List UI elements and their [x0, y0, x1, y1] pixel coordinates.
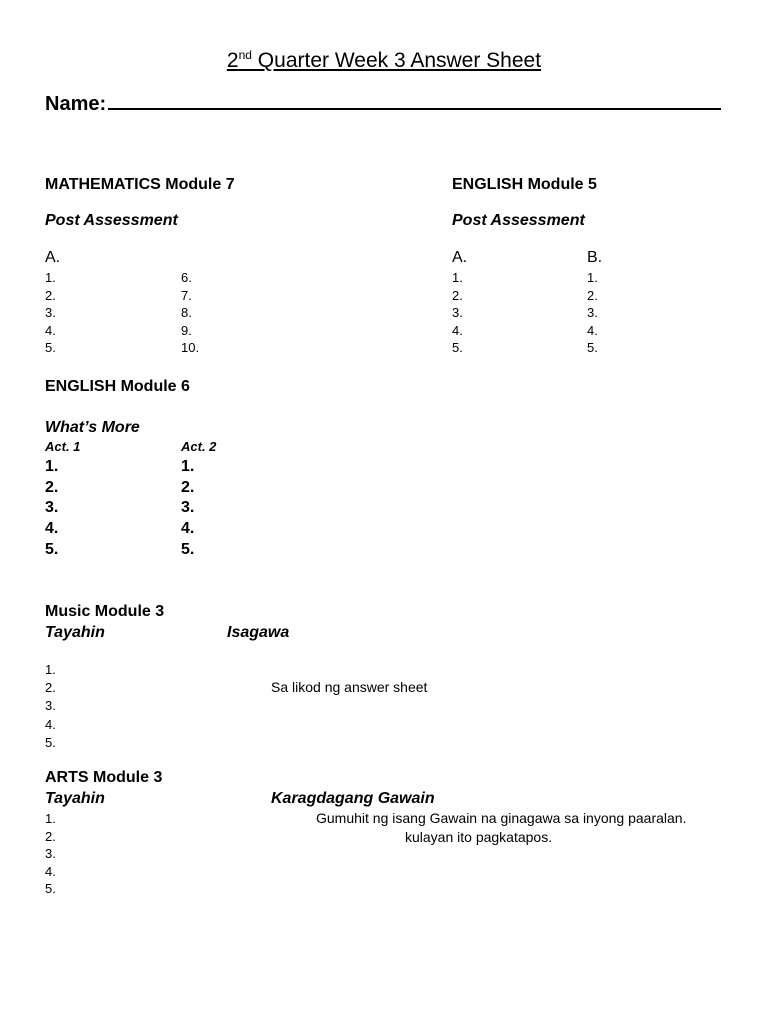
title-rest: Quarter Week 3 Answer Sheet: [251, 49, 542, 72]
english6-act2-label: Act. 2: [181, 439, 217, 454]
name-label: Name:: [45, 93, 107, 115]
arts-note-line1: Gumuhit ng isang Gawain na ginagawa sa inyong paaralan.: [316, 810, 687, 826]
music-tayahin-label: Tayahin: [45, 624, 105, 641]
page-title: [0, 48, 768, 73]
english5-part-b: B.: [587, 249, 603, 266]
english5-answers-a: [452, 269, 463, 357]
arts-karagdagang-label: Karagdagang Gawain: [271, 790, 435, 807]
list-item: 3.: [181, 499, 195, 517]
list-item: 2.: [45, 478, 59, 496]
math-subheading: Post Assessment: [45, 212, 178, 229]
arts-heading: ARTS Module 3: [45, 769, 163, 786]
english6-act2-answers: [181, 457, 194, 561]
list-item: 2.: [181, 478, 195, 496]
list-item: 2.: [45, 287, 56, 303]
list-item: 4.: [587, 322, 598, 338]
list-item: 4.: [45, 520, 59, 538]
list-item: 4.: [45, 322, 56, 338]
math-answers-col1: [45, 269, 56, 357]
list-item: 5.: [452, 340, 463, 355]
title-prefix: 2: [226, 49, 239, 72]
list-item: 3.: [587, 305, 598, 320]
list-item: 5.: [45, 340, 56, 355]
arts-tayahin-label: Tayahin: [45, 790, 105, 807]
list-item: 10.: [181, 340, 200, 355]
title-superscript: nd: [238, 48, 252, 62]
list-item: 9.: [181, 322, 192, 338]
english5-part-a: A.: [452, 249, 468, 266]
list-item: 8.: [181, 305, 192, 320]
list-item: 6.: [181, 270, 192, 285]
list-item: 1.: [45, 662, 56, 677]
music-heading: Music Module 3: [45, 603, 165, 620]
list-item: 2.: [45, 680, 56, 696]
english6-act1-label: Act. 1: [45, 439, 81, 454]
english5-answers-b: [587, 269, 598, 357]
list-item: 5.: [587, 340, 598, 355]
list-item: 1.: [45, 270, 56, 285]
math-heading: MATHEMATICS Module 7: [45, 176, 235, 193]
list-item: 3.: [452, 305, 463, 320]
list-item: 1.: [45, 811, 56, 826]
list-item: 1.: [587, 270, 598, 285]
list-item: 2.: [452, 287, 463, 303]
music-note: Sa likod ng answer sheet: [271, 679, 428, 695]
list-item: 4.: [452, 322, 463, 338]
list-item: 2.: [45, 828, 56, 844]
list-item: 5.: [45, 734, 56, 750]
list-item: 1.: [45, 458, 59, 475]
list-item: 3.: [45, 846, 56, 861]
english6-heading: ENGLISH Module 6: [45, 378, 190, 395]
english5-subheading: Post Assessment: [452, 212, 585, 229]
list-item: 4.: [45, 863, 56, 879]
arts-note-line2: kulayan ito pagkatapos.: [405, 829, 553, 845]
list-item: 4.: [45, 716, 56, 732]
math-answers-col2: [181, 269, 199, 357]
english5-heading: ENGLISH Module 5: [452, 176, 597, 193]
english6-act1-answers: [45, 457, 58, 561]
music-isagawa-label: Isagawa: [227, 624, 290, 641]
music-answers: [45, 661, 56, 752]
arts-answers: [45, 810, 56, 898]
list-item: 2.: [587, 287, 598, 303]
english6-subheading: What’s More: [45, 419, 140, 436]
list-item: 3.: [45, 499, 59, 517]
list-item: 1.: [181, 458, 195, 475]
list-item: 1.: [452, 270, 463, 285]
list-item: 5.: [181, 540, 195, 558]
list-item: 4.: [181, 520, 195, 538]
list-item: 3.: [45, 305, 56, 320]
list-item: 3.: [45, 698, 56, 714]
list-item: 7.: [181, 287, 192, 303]
list-item: 5.: [45, 540, 59, 558]
math-part-a: A.: [45, 249, 61, 266]
list-item: 5.: [45, 881, 56, 896]
name-field: [45, 90, 721, 116]
name-blank-line: [108, 90, 721, 110]
